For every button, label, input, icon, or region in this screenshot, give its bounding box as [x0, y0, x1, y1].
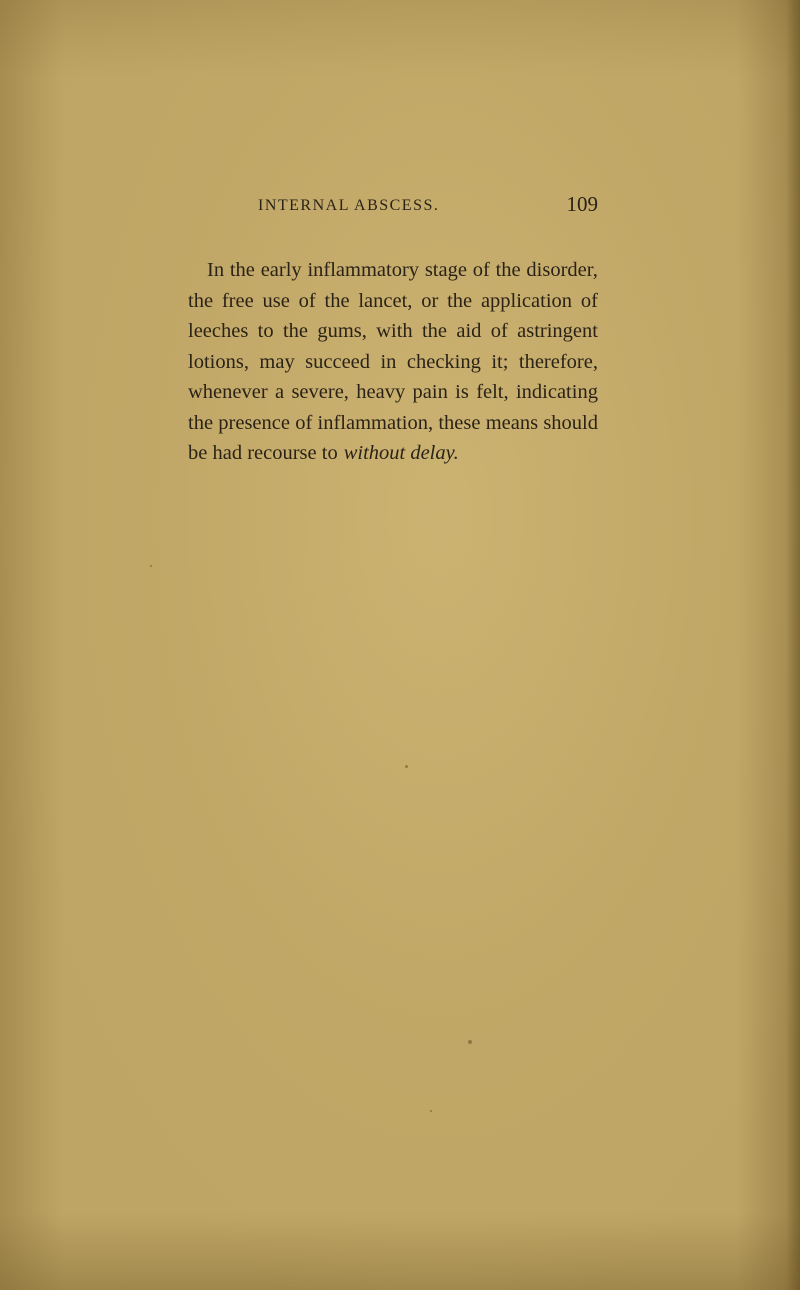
paper-speck	[468, 1040, 472, 1044]
page-edge-shadow	[786, 0, 800, 1290]
text-line	[188, 316, 598, 347]
word: application	[480, 289, 573, 312]
word: stage	[424, 259, 467, 281]
word: In	[207, 259, 225, 281]
word: should	[543, 411, 598, 434]
word: the	[229, 259, 255, 281]
word: free	[221, 289, 254, 312]
text-line	[188, 377, 598, 408]
text-line	[188, 438, 598, 469]
paragraph	[188, 255, 598, 469]
word: severe,	[291, 381, 349, 403]
word: a	[275, 381, 285, 403]
word: of	[295, 411, 313, 434]
word: in	[380, 350, 397, 373]
word: astringent	[517, 320, 598, 342]
word: means	[485, 411, 539, 434]
word: the	[188, 289, 214, 312]
word: early	[260, 259, 302, 281]
word: succeed	[305, 350, 371, 373]
word: lotions,	[188, 350, 249, 373]
word: of	[472, 259, 490, 281]
word: the	[447, 289, 473, 312]
emphasized-text: without delay.	[343, 442, 459, 464]
text-line	[188, 347, 598, 378]
word: gums,	[317, 320, 367, 342]
line-text: be had recourse to	[188, 442, 338, 464]
word: to	[257, 320, 274, 342]
word: heavy	[356, 381, 406, 403]
word: indicating	[515, 381, 598, 403]
word: the	[421, 320, 448, 342]
word: therefore,	[518, 350, 598, 373]
page-number: 109	[566, 192, 598, 216]
text-line	[188, 255, 598, 286]
paper-speck	[150, 565, 152, 567]
word: with	[376, 320, 413, 342]
text-line	[188, 408, 598, 439]
word: the	[495, 259, 521, 281]
word: use	[262, 289, 290, 312]
running-head	[258, 190, 598, 220]
word: felt,	[476, 381, 509, 403]
word: aid	[456, 320, 482, 342]
paper-speck	[405, 765, 408, 768]
word: these	[438, 411, 481, 434]
word: lancet,	[358, 289, 413, 312]
word: is	[455, 381, 469, 403]
word: disorder,	[526, 259, 598, 281]
word: or	[421, 289, 439, 312]
word: of	[490, 320, 508, 342]
text-line	[188, 286, 598, 317]
word: checking	[406, 350, 481, 373]
word: leeches	[188, 320, 249, 342]
word: the	[188, 411, 214, 434]
running-title: INTERNAL ABSCESS.	[258, 197, 440, 214]
word: the	[324, 289, 350, 312]
word: may	[259, 350, 295, 373]
word: pain	[412, 381, 448, 403]
word: of	[298, 289, 316, 312]
paper-speck	[430, 1110, 432, 1112]
word: presence	[218, 411, 290, 434]
word: inflammation,	[317, 411, 434, 434]
word: of	[580, 289, 598, 312]
word: inflammatory	[307, 259, 420, 281]
word: it;	[491, 350, 509, 373]
word: whenever	[188, 381, 268, 403]
word: the	[282, 320, 308, 342]
